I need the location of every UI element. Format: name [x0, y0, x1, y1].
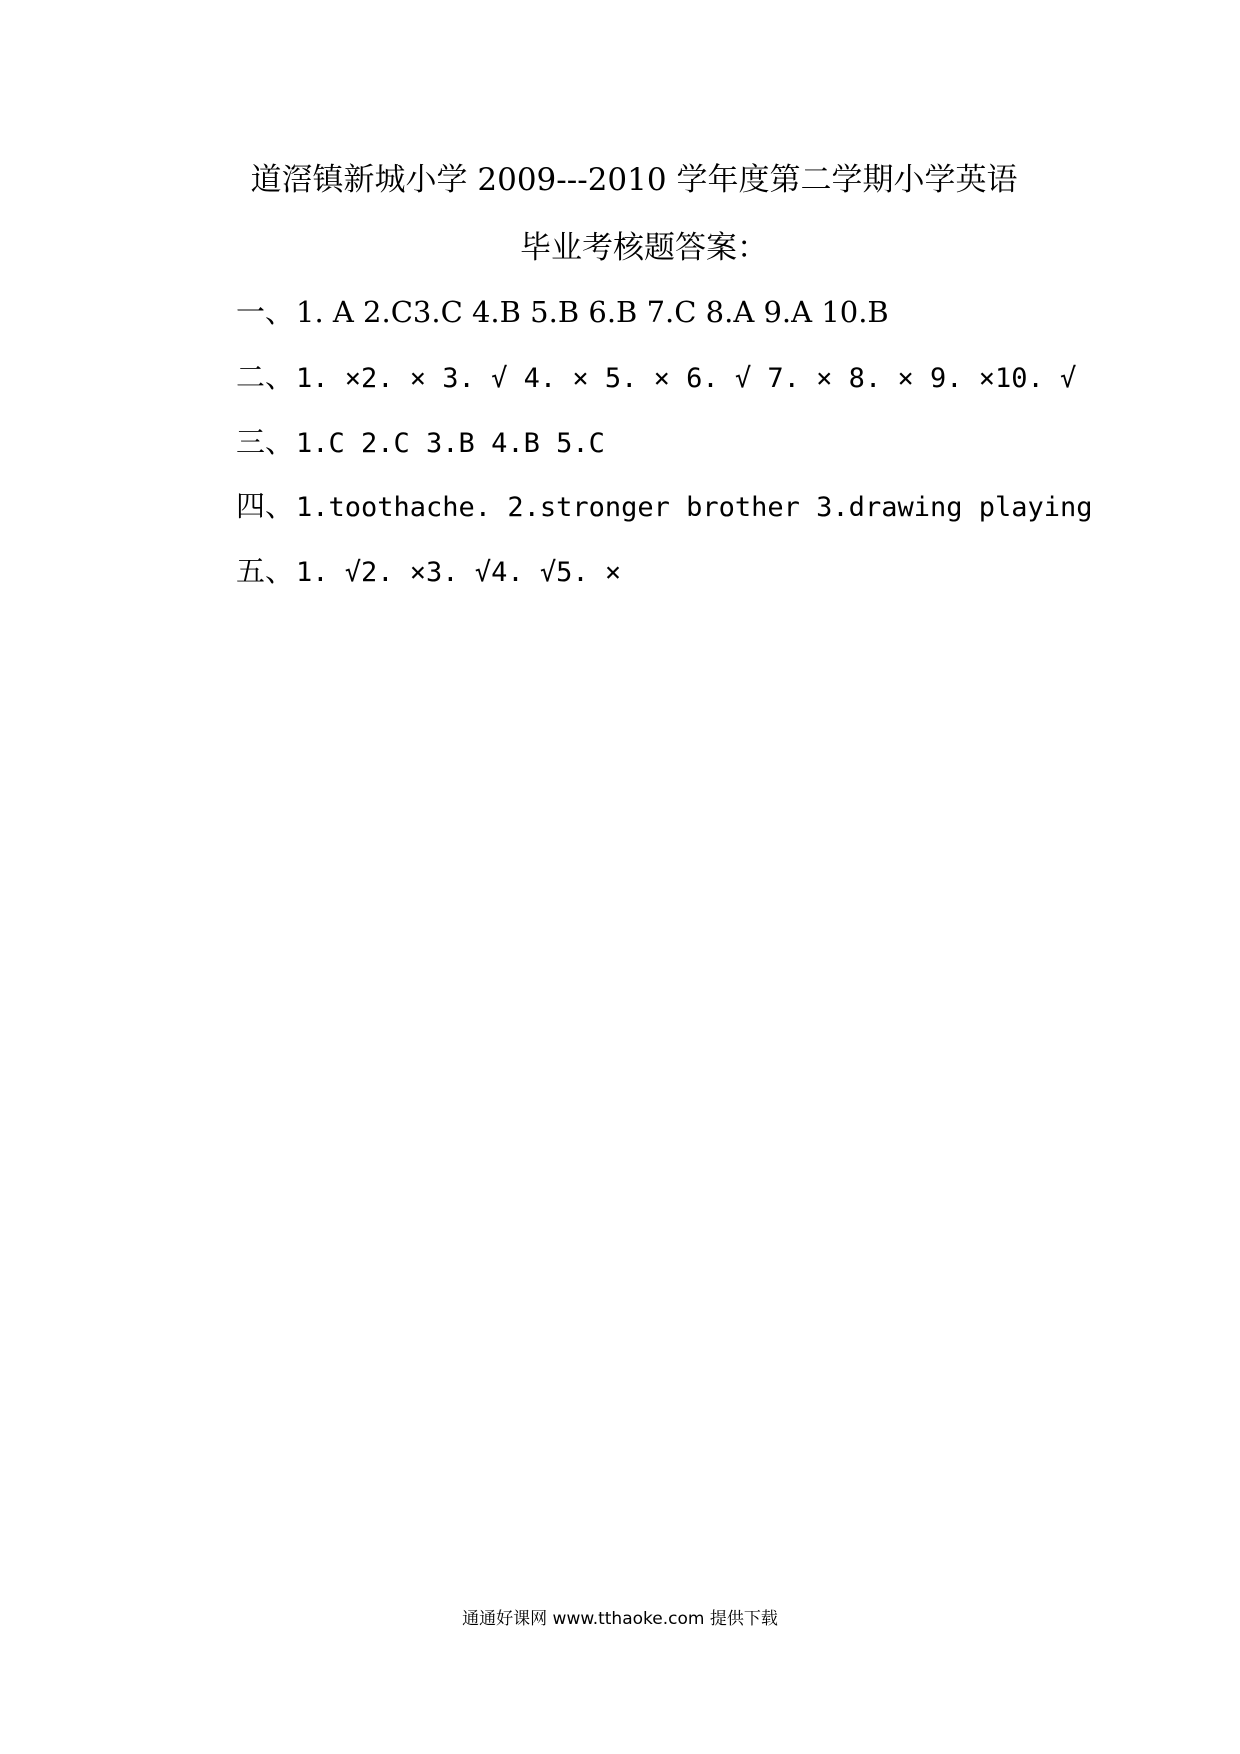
section-answers: 1.C 2.C 3.B 4.B 5.C — [296, 428, 605, 459]
section-number: 三、 — [236, 425, 295, 459]
section-answers: 1. ×2. × 3. √ 4. × 5. × 6. √ 7. × 8. × 9. ×10. √ — [296, 363, 1077, 394]
section-answers: 1.toothache. 2.stronger brother 3.drawing playing — [296, 492, 1093, 523]
section-number: 四、 — [236, 489, 295, 523]
section-answers: 1. √2. ×3. √4. √5. × — [296, 557, 622, 588]
answer-section-5 — [236, 551, 621, 593]
page-footer: 通通好课网 www.tthaoke.com 提供下载 — [462, 1609, 778, 1629]
section-number: 五、 — [236, 554, 295, 588]
answer-section-4 — [236, 486, 1093, 528]
section-number: 二、 — [236, 360, 295, 394]
answer-section-1 — [236, 292, 889, 332]
answer-section-3 — [236, 422, 605, 464]
document-subtitle: 毕业考核题答案： — [520, 230, 768, 266]
answer-section-2 — [236, 357, 1076, 399]
section-number: 一、 — [236, 295, 295, 329]
section-answers: 1. A 2.C3.C 4.B 5.B 6.B 7.C 8.A 9.A 10.B — [296, 295, 889, 329]
document-title: 道滘镇新城小学 2009---2010 学年度第二学期小学英语 — [250, 162, 1018, 198]
